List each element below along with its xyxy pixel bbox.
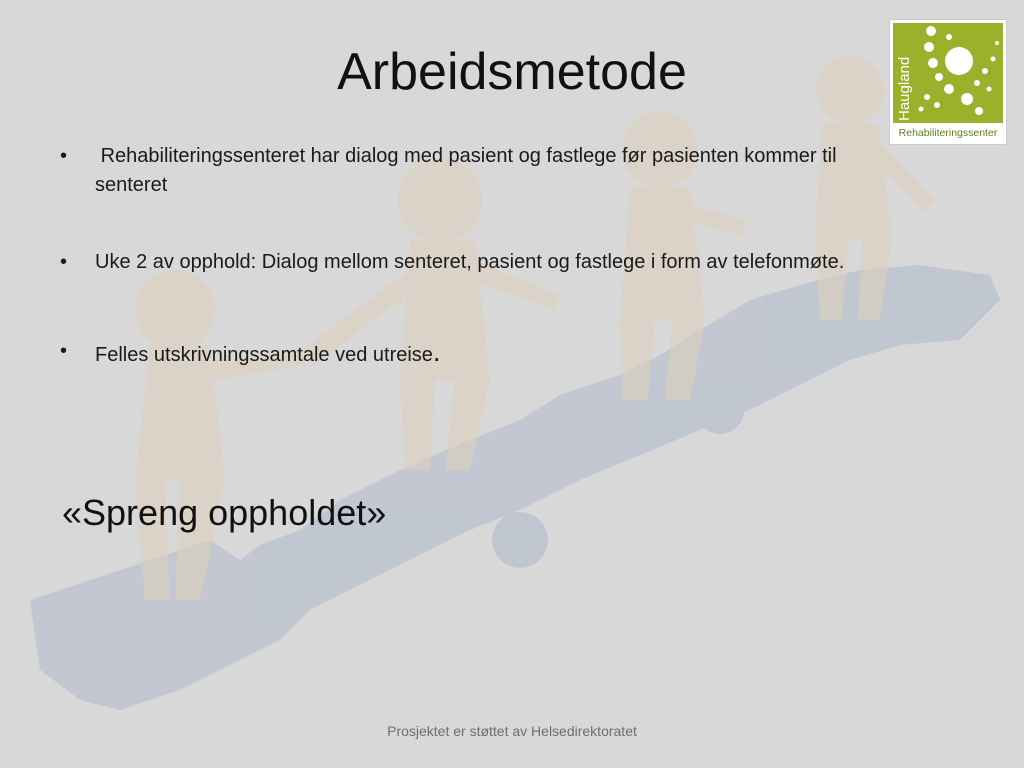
bullet-period: . xyxy=(432,336,441,367)
logo-emblem xyxy=(893,23,1003,123)
bullet-text: Uke 2 av opphold: Dialog mellom senteret, pasient og fastlege i form av telefonmøte. xyxy=(95,251,845,273)
bullet-item xyxy=(58,248,868,277)
bullet-text: Felles utskrivningssamtale ved utreise xyxy=(95,344,433,366)
bullet-marker: • xyxy=(60,340,68,362)
bullet-list xyxy=(58,142,868,370)
logo-subtitle: Rehabiliteringssenter xyxy=(898,127,998,139)
bullet-text: Rehabiliteringssenteret har dialog med pasient og fastlege før pasienten kommer til senteret xyxy=(95,145,843,196)
tagline: «Spreng oppholdet» xyxy=(62,492,387,533)
footer-text: Prosjektet er støttet av Helsedirektoratet xyxy=(387,723,637,739)
bullet-marker: • xyxy=(60,251,68,273)
bullet-item xyxy=(58,142,868,200)
bullet-item xyxy=(58,337,868,370)
logo-brand-text: Haugland xyxy=(896,56,913,121)
haugland-logo xyxy=(890,20,1006,144)
bullet-marker: • xyxy=(60,145,68,167)
slide-title: Arbeidsmetode xyxy=(337,43,687,101)
